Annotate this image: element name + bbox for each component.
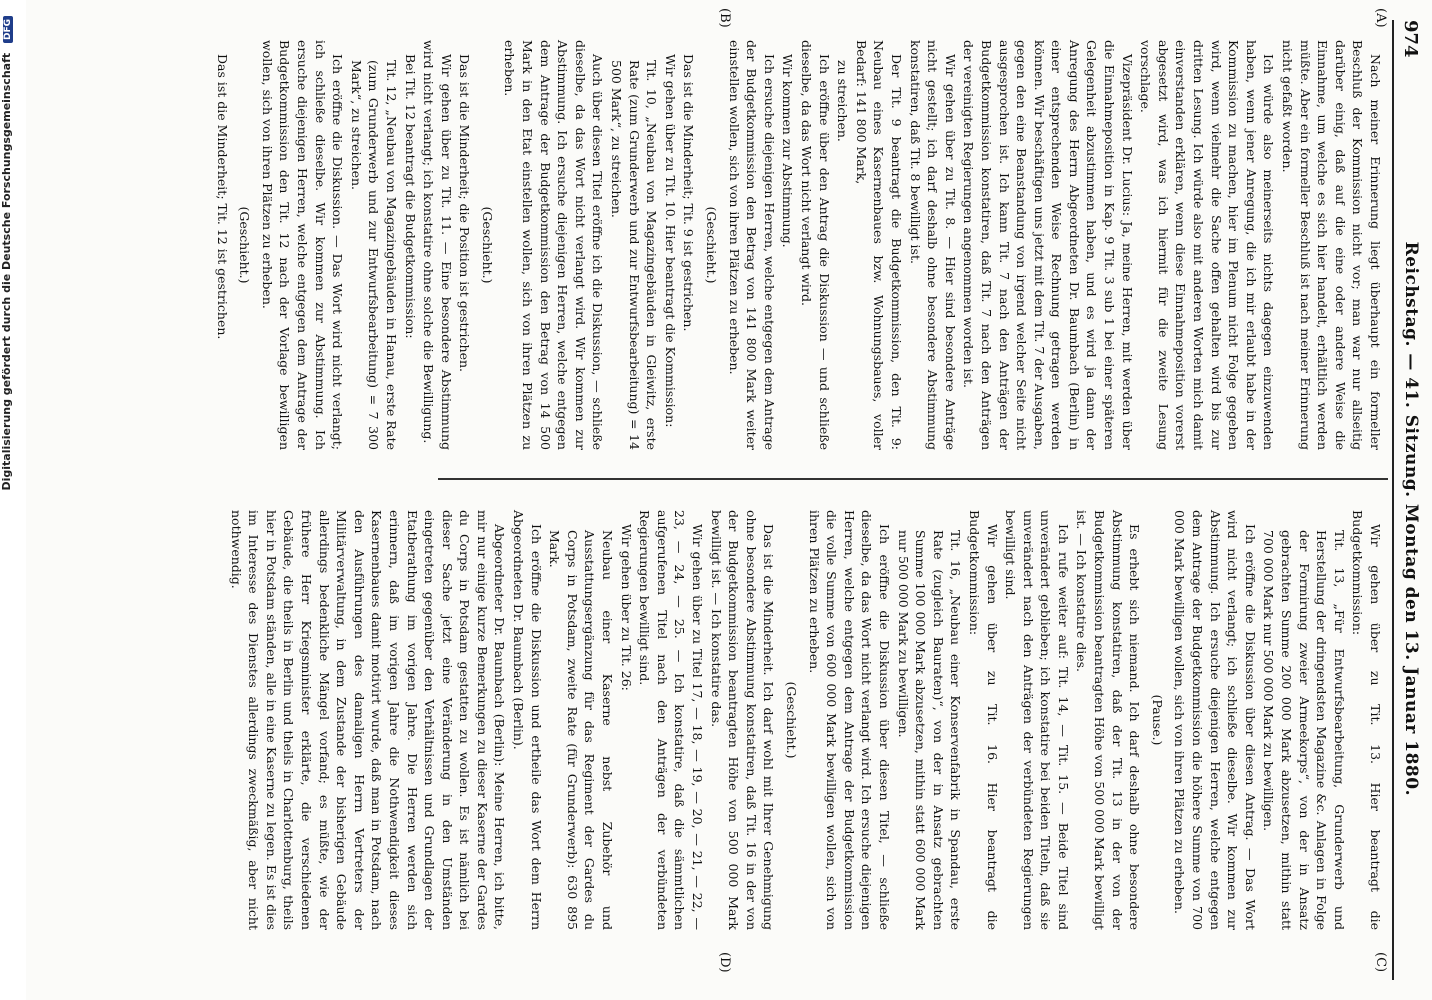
paragraph: Auch über diesen Titel eröffne ich die Diskussion, — schließe dieselbe, da das Wort nicht verlangt wird. Wir kommen zur Abstimmung. Ich ersuche diejenigen Herren, welche entgegen dem Antrage der Budgetkommission den Betrag von 14 500 Mark in den Etat einstellen wollen, sich von ihren Plätzen zu erheben. xyxy=(502,40,606,450)
margin-marker-c: (C) xyxy=(1373,952,1388,973)
right-text-column xyxy=(226,510,1384,930)
paragraph: Ich rufe weiter auf: Tit. 14, — Tit. 15. — Beide Titel sind unverändert geblieben; ich konstatire bei beiden Titeln, daß sie unverändert nach den Anträgen der verbündeten Regierungen bewilligt sind. xyxy=(1003,510,1071,930)
paragraph: Nach meiner Erinnerung liegt überhaupt ein formeller Beschluß der Kommission nicht vor; man war nur allseitig darüber einig, daß auf die eine oder andere Weise die Einnahme, um welche es sich hier handelt, erhältlich werden müßte. Aber ein formeller Beschluß ist nach meiner Erinnerung nicht gefaßt worden. xyxy=(1280,40,1383,450)
paragraph: Tit. 10, „Neubau von Magazingebäuden in Gleiwitz, erste Rate (zum Grunderwerb und zur Entwurfsbearbeitung) = 14 500 Mark“, zu streichen. xyxy=(609,60,660,450)
paragraph: Das ist die Minderheit. Ich darf wohl mit Ihrer Genehmigung ohne besondere Abstimmung konstatiren, daß Tit. 16 in der von der Budgetkommission beantragten Höhe von 500 000 Mark bewilligt ist. — Ich konstatire das. xyxy=(708,510,777,930)
paragraph: Ich eröffne die Diskussion. — Das Wort wird nicht verlangt; ich schließe dieselbe. Wir kommen zur Abstimmung. Ich ersuche diejenigen Herren, welche entgegen dem Antrage der Budgetkommission den Tit. 12 nach der Vorlage bewilligen wollen, sich von ihren Plätzen zu erheben. xyxy=(259,40,346,450)
digitization-credit xyxy=(0,16,20,976)
stage-direction: (Geschieht.) xyxy=(704,206,720,284)
digitization-credit-text: Digitalisierung gefördert durch die Deutsche Forschungsgemeinschaft xyxy=(0,52,13,491)
left-text-column xyxy=(212,40,1384,450)
paragraph: Wir gehen über zu Titel 17, — 18, — 19, — 20, — 21, — 22, — 23, — 24, — 25. — Ich konstatire, daß die sämmtlichen aufgerufenen Titel nach den Anträgen der verbündeten Regierungen bewilligt sind. xyxy=(637,510,706,930)
paragraph: Ich eröffne die Diskussion über diesen Titel, — schließe dieselbe, da das Wort nicht verlangt wird. Ich ersuche diejenigen Herren, welche entgegen dem Antrage der Budgetkommission die volle Summe von 600 000 Mark bewilligen wollen, sich von ihren Plätzen zu erheben. xyxy=(806,510,892,930)
page-header xyxy=(1392,20,1424,980)
paragraph: Wir gehen über zu Tit. 16. Hier beantragt die Budgetkommission: xyxy=(966,510,1000,930)
page-number: 974 xyxy=(1400,20,1422,58)
stage-direction: (Geschieht.) xyxy=(479,206,495,284)
stage-direction: (Pause.) xyxy=(1149,694,1165,746)
column-divider xyxy=(438,478,1388,480)
paragraph: Es erhebt sich niemand. Ich darf deshalb ohne besondere Abstimmung konstatiren, daß der Tit. 13 in der von der Budgetkommission beantragten Höhe von 500 000 Mark bewilligt ist. — Ich konstatire dies. xyxy=(1074,510,1143,930)
paragraph: Das ist die Minderheit; Tit. 9 ist gestrichen. xyxy=(681,54,697,332)
paragraph: Ich ersuche diejenigen Herren, welche entgegen dem Antrage der Budgetkommission den Betrag von 141 800 Mark weiter einstellen wollen, sich von ihren Plätzen zu erheben. xyxy=(726,40,777,450)
margin-marker-a: (A) xyxy=(1373,8,1388,28)
stage-direction: (Geschieht.) xyxy=(237,206,253,284)
margin-marker-b: (B) xyxy=(717,8,732,28)
stage-direction: (Geschieht.) xyxy=(784,681,799,759)
paragraph: Neubau einer Kaserne nebst Zubehör und Ausstattungsergänzung für das Regiment der Gardes du Corps in Potsdam, zweite Rate (für Grunderwerb): 630 895 Mark. xyxy=(547,530,616,930)
paragraph: Das ist die Minderheit; die Position ist gestrichen. xyxy=(457,54,473,372)
paragraph: Bei Tit. 12 beantragt die Budgetkommission: xyxy=(402,54,418,339)
paragraph: Ich eröffne die Diskussion über diesen Antrag. — Das Wort wird nicht verlangt; ich schließe dieselbe. Wir kommen zur Abstimmung. Ich ersuche diejenigen Herren, welche entgegen dem Antrage der Budgetkommission die höhere Summe von 700 000 Mark bewilligen wollen, sich von ihren Plätzen zu erheben. xyxy=(1172,510,1258,930)
paragraph: Tit. 16, „Neubau einer Konservenfabrik in Spandau, erste Rate (zugleich Bauraten)“, von der in Ansatz gebrachten Summe 100 000 Mark abzusetzen, mithin statt 600 000 Mark nur 500 000 Mark zu bewilligen. xyxy=(895,530,964,930)
paragraph: Abgeordneter Dr. Baumbach (Berlin): Meine Herren, ich bitte, mir nur einige kurze Bemerkungen zu dieser Kaserne der Gardes du Corps in Potsdam gestatten zu wollen. Es ist nämlich bei dieser Sache jetzt eine Veränderung in den Umständen eingetreten gegenüber den Verhältnissen und Grundlagen der Etatberathung im vorigen Jahre. Die Herren werden sich erinnern, daß im vorigen Jahre die Nothwendigkeit dieses Kasernenbaues damit motivirt wurde, daß man in Potsdam, nach den Ausführungen des damaligen Herrn Vertreters der Militärverwaltung, in dem Zustande der bisherigen Gebäude allerdings bedenkliche Mängel vorfand; es müßte, wie der frühere Herr Kriegsminister erklärte, die verschiedenen Gebäude, die theils in Berlin und theils in Charlottenburg, theils hier in Potsdam ständen, alle in eine Kaserne zu legen. Es ist dies im Interesse des Dienstes allerdings zweckmäßig, aber nicht nothwendig. xyxy=(228,510,508,930)
paragraph: Ich würde also meinerseits nichts dagegen einzuwenden haben, wenn jener Anregung, die ich mir erlaubt habe in der Kommission zu machen, hier im Plenum nicht Folge gegeben wird, wenn vielmehr die Sache offen gehalten wird bis zur dritten Lesung. Ich würde also mit anderen Worten mich damit einverstanden erklären, wenn diese Einnahmeposition vorerst abgesetzt wird, was ich hiermit für die zweite Lesung vorschlage. xyxy=(1138,40,1277,450)
paragraph: Wir gehen über zu Tit. 11. — Eine besondere Abstimmung wird nicht verlangt; ich konstatire ohne solche die Bewilligung. xyxy=(421,40,454,450)
paragraph: Wir gehen über zu Tit. 8. — Hier sind besondere Anträge nicht gestellt; ich darf deshalb ohne besondere Abstimmung konstatiren, daß Tit. 8 bewilligt ist. xyxy=(907,40,958,450)
paragraph: Tit. 13, „Für Entwurfsbearbeitung, Grunderwerb und Herstellung der dringendsten Magazine &c. Anlagen in Folge der Formirung zweier Armeekorps“, von der in Ansatz gebrachten Summe 200 000 Mark abzusetzen, mithin statt 700 000 Mark nur 500 000 Mark zu bewilligen. xyxy=(1261,530,1347,930)
paragraph: Wir gehen über zu Tit. 10. Hier beantragt die Kommission: xyxy=(662,54,678,428)
digitization-credit-strip xyxy=(0,0,26,1000)
paragraph: Das ist die Minderheit; Tit. 12 ist gestrichen. xyxy=(214,54,230,340)
dfg-logo: DFG xyxy=(3,16,13,43)
margin-marker-d: (D) xyxy=(717,952,732,973)
paragraph: Der Tit. 9 beantragt die Budgetkommission, den Tit. 9: Neubau eines Kasernenbaues bzw. Wohnungsbaues, voller Bedarf: 141 800 Mark, xyxy=(853,40,904,450)
paragraph: Ich eröffne die Diskussion und ertheile das Wort dem Herrn Abgeordneten Dr. Baumbach (Berlin). xyxy=(511,510,544,930)
paragraph: Wir gehen über zu Tit. 13. Hier beantragt die Budgetkommission: xyxy=(1350,510,1383,930)
paragraph: Vizepräsident Dr. Lucius: Ja, meine Herren, mit werden über die Einnahmeposition in Kap. 9 Tit. 3 sub 1 bei einer späteren Gelegenheit abzustimmen haben, und es wird ja dann der Anregung des Herrn Abgeordneten Dr. Baumbach (Berlin) in einer entsprechenden Weise Rechnung getragen werden können. Wir beschäftigen uns jetzt mit dem Tit. 7 der Ausgaben, gegen den eine Beanstandung von irgend welcher Seite nicht ausgesprochen ist. Ich kann Tit. 7 nach den Anträgen der Budgetkommission konstatiren, daß Tit. 7 nach den Anträgen der vereinigten Regierungen angenommen worden ist. xyxy=(961,40,1135,450)
paragraph: Ich eröffne über den Antrag die Diskussion — und schließe dieselbe, da das Wort nicht verlangt wird. xyxy=(799,40,832,450)
paragraph: zu streichen. xyxy=(835,60,851,142)
paragraph: Wir kommen zur Abstimmung. xyxy=(780,54,796,248)
page-title: Reichstag. — 41. Sitzung. Montag den 13. Januar 1880. xyxy=(1401,241,1421,797)
paragraph: Wir gehen über zu Tit. 26: xyxy=(618,524,634,691)
paragraph: Tit. 12, „Neubau von Magazingebäuden in Hanau, erste Rate (zum Grunderwerb und zur Entwurfsbearbeitung) = 7 300 Mark“, zu streichen. xyxy=(348,60,399,450)
